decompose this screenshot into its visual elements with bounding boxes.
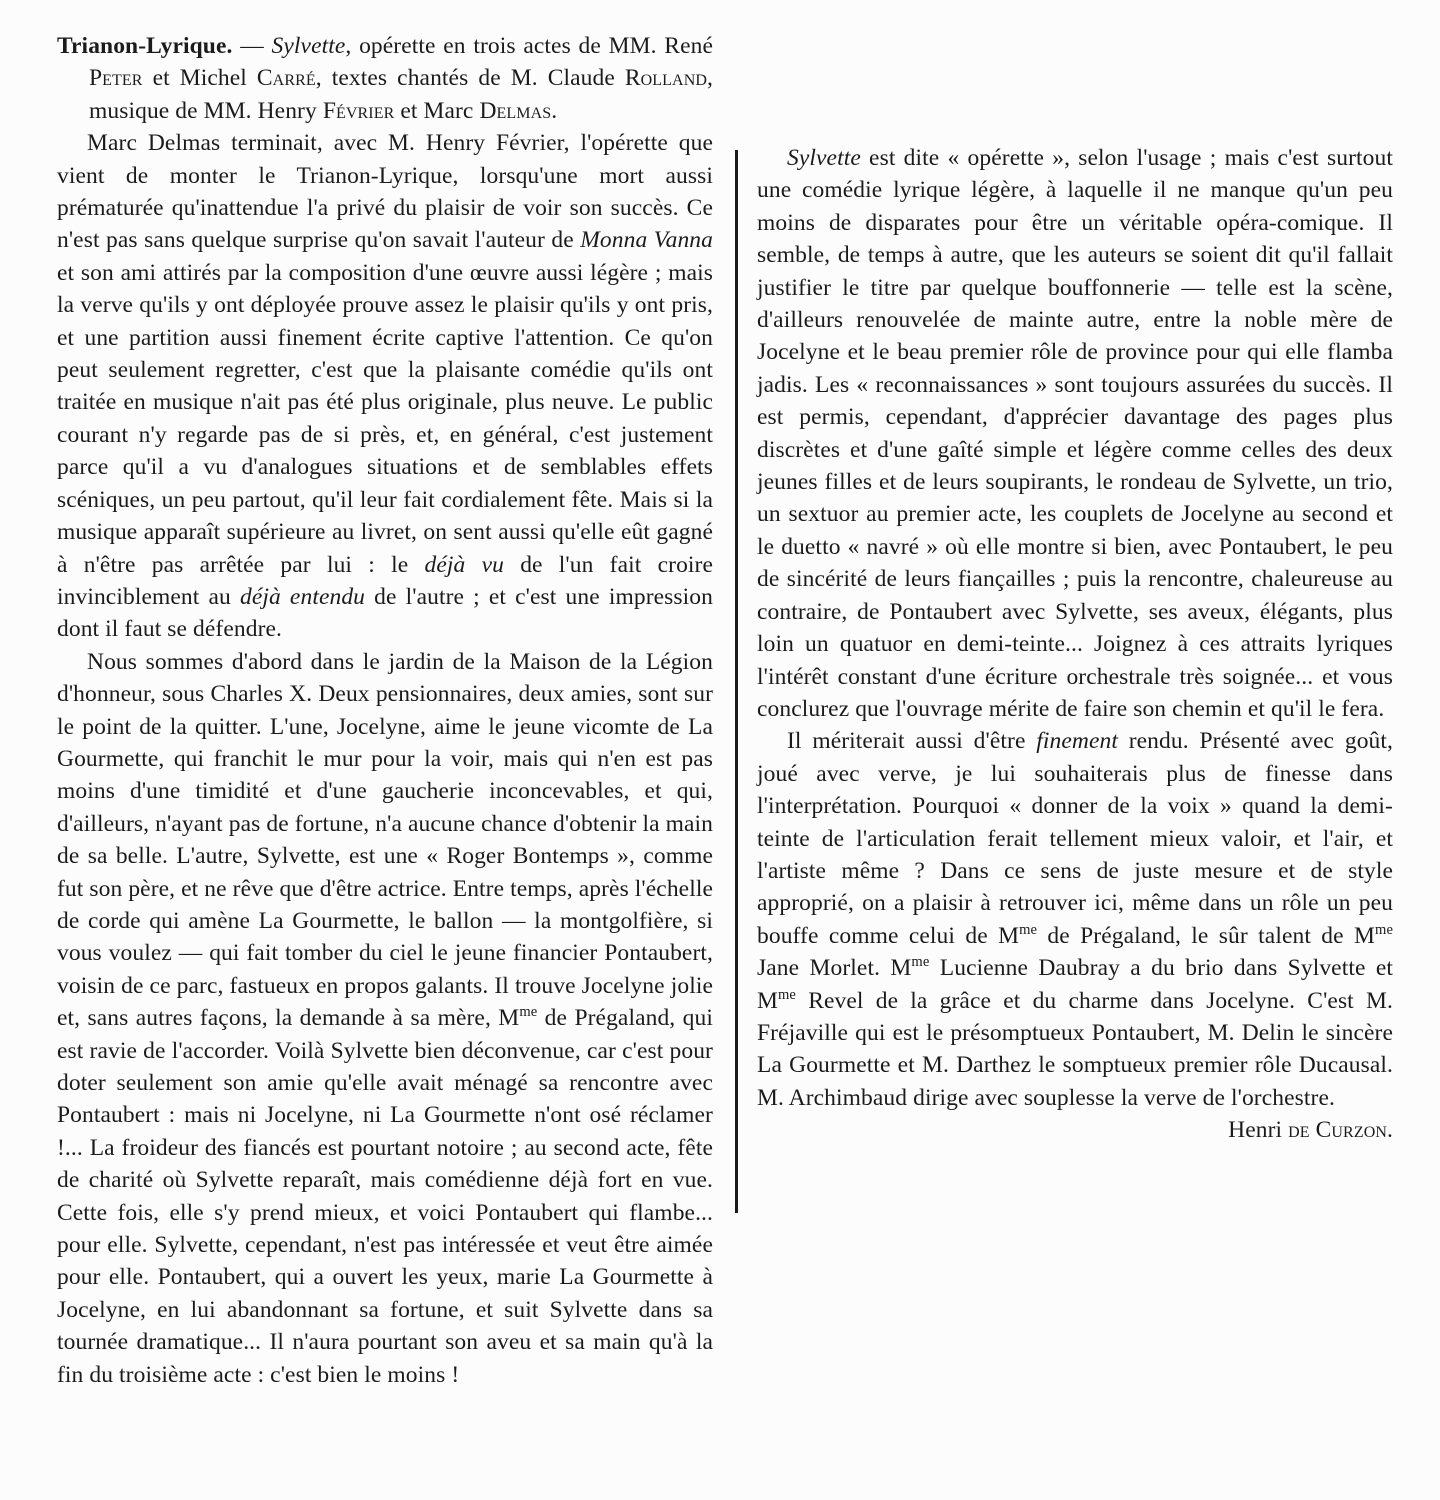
text-segment-plain: de l'autre ; et c'est une impression dont il faut se défendre. bbox=[57, 583, 713, 643]
text-segment-smallcaps: de Curzon bbox=[1288, 1117, 1388, 1144]
text-segment-italic: Sylvette bbox=[787, 145, 861, 171]
author-signature bbox=[1180, 1114, 1393, 1146]
text-segment-plain: — bbox=[232, 33, 272, 59]
text-segment-plain: Lucienne Daubray a du brio dans Sylvette et M bbox=[757, 955, 1394, 1014]
text-segment-plain: Marc Delmas terminait, avec M. Henry Février, l'opérette que vient de monter le Trianon-Lyrique, lorsqu'une mort aussi prématurée qu'inattendue l'a privé du plaisir de voir son succès. Ce n'est pas sans quelque surprise qu'on savait l'auteur de bbox=[57, 130, 713, 254]
text-segment-plain: de Prégaland, le sûr talent de M bbox=[1037, 922, 1376, 949]
text-segment-italic: finement bbox=[1036, 728, 1118, 755]
left-column bbox=[57, 30, 713, 1391]
paragraph bbox=[757, 142, 1393, 725]
text-segment-plain: est dite « opérette », selon l'usage ; mais c'est surtout une comédie lyrique légère, à laquelle il ne manque qu'un peu moins de disparates pour être un véritable opéra-comique. Il semble, de temps à autre, que les auteurs se soient dit qu'il fallait justifier le titre par quelque bouffonnerie — telle est la scène, d'ailleurs renouvelée de mainte autre, entre la noble mère de Jocelyne et le beau premier rôle de province pour qui elle flamba jadis. Les « reconnaissances » sont toujours assurées du succès. Il est permis, cependant, d'apprécier davantage des pages plus discrètes et d'une gaîté simple et légère comme celles des deux jeunes filles et de leurs soupirants, le rondeau de Sylvette, un trio, un sextuor au premier acte, les couplets de Jocelyne au second et le duetto « navré » où elle montre si bien, avec Pontaubert, le peu de sincérité de leurs fiançailles ; puis la rencontre, chaleureuse au contraire, de Pontaubert avec Sylvette, ses aveux, élégants, plus loin un quatuor en demi-teinte... Joignez à ces attraits lyriques l'intérêt constant d'une écriture orchestrale très soignée... et vous conclurez que l'ouvrage mérite de faire son chemin et qu'il le fera. bbox=[757, 145, 1393, 722]
text-segment-italic: Monna Vanna bbox=[580, 227, 713, 254]
text-segment-plain: rendu. Présenté avec goût, joué avec verve, je lui souhaiterais plus de finesse dans l'interprétation. Pourquoi « donner de la voix » quand la demi-teinte de l'articulation ferait tellement mieux valoir, et l'air, et l'artiste même ? Dans ce sens de juste mesure et de style approprié, on a plaisir à retrouver ici, même dans un rôle un peu bouffe comme celui de M bbox=[757, 728, 1393, 949]
text-segment-plain: de l'un fait croire invinciblement au bbox=[57, 551, 714, 610]
text-segment-plain: , textes chantés de M. Claude bbox=[315, 65, 625, 92]
text-segment-sup: me bbox=[519, 1004, 538, 1021]
credits-heading bbox=[57, 30, 713, 127]
paragraph-text bbox=[757, 728, 1393, 1110]
text-segment-plain: . bbox=[551, 97, 558, 124]
text-segment-plain: , opérette en trois actes de MM. René bbox=[345, 33, 713, 59]
text-segment-plain: Jane Morlet. M bbox=[757, 955, 912, 982]
text-segment-plain: Revel de la grâce et du charme dans Jocelyne. C'est M. Fréjaville qui est le présomptueux Pontaubert, M. Delin le sincère La Gourmette et M. Darthez le somptueux premier rôle Ducausal. M. Archimbaud dirige avec souplesse la verve de l'orchestre. bbox=[757, 987, 1393, 1111]
text-segment-plain: de Prégaland, qui est ravie de l'accorder. Voilà Sylvette bien déconvenue, car c'est pour doter seulement son amie qu'elle avait ménagé sa rencontre avec Pontaubert : mais ni Jocelyne, ni La Gourmette n'ont osé réclamer !... La froideur des fiancés est pourtant notoire ; au second acte, fête de charité où Sylvette reparaît, mais comédienne déjà fort en vue. Cette fois, elle s'y prend mieux, et voici Pontaubert qui flambe... pour elle. Sylvette, cependant, n'est pas intéressée et veut être aimée pour elle. Pontaubert, qui a ouvert les yeux, marie La Gourmette à Jocelyne, en lui abandonnant sa fortune, et suit Sylvette dans sa tournée dramatique... Il n'aura pourtant son aveu et sa main qu'à la fin du troisième acte : c'est bien le moins ! bbox=[57, 1005, 713, 1388]
text-segment-plain: Nous sommes d'abord dans le jardin de la Maison de la Légion d'honneur, sous Charles X. Deux pensionnaires, deux amies, sont sur le point de la quitter. L'une, Jocelyne, aime le jeune vicomte de La Gourmette, qui franchit le mur pour la voir, mais qui n'en est pas moins d'une timidité et d'une gaucherie inconcevables, et qui, d'ailleurs, n'ayant pas de fortune, n'a aucune chance d'obtenir la main de sa belle. L'autre, Sylvette, est une « Roger Bontemps », comme fut son père, et ne rêve que d'être actrice. Entre temps, après l'échelle de corde qui amène La Gourmette, le ballon — la montgolfière, si vous voulez — qui fait tomber du ciel le jeune financier Pontaubert, voisin de ce parc, fastueux en propos galants. Il trouve Jocelyne jolie et, sans autres façons, la demande à sa mère, M bbox=[57, 648, 713, 1032]
text-segment-plain: Henri bbox=[1228, 1117, 1289, 1144]
text-segment-plain: et Michel bbox=[142, 65, 257, 92]
text-segment-plain: . bbox=[1387, 1117, 1393, 1144]
text-segment-sup: me bbox=[1375, 921, 1394, 938]
text-segment-smallcaps: Rolland bbox=[624, 65, 708, 92]
text-segment-plain: et Marc bbox=[394, 97, 480, 124]
text-segment-smallcaps: Peter bbox=[89, 65, 143, 92]
text-segment-italic: déjà vu bbox=[424, 551, 504, 578]
text-segment-sup: me bbox=[778, 986, 796, 1003]
text-segment-sup: me bbox=[911, 954, 930, 971]
text-segment-bold: Trianon-Lyrique. bbox=[57, 33, 233, 59]
text-segment-sup: me bbox=[1019, 921, 1038, 938]
text-segment-plain: Il mériterait aussi d'être bbox=[787, 728, 1037, 755]
paragraph bbox=[57, 646, 713, 1391]
column-divider-rule bbox=[735, 150, 738, 1213]
paragraph bbox=[757, 725, 1394, 1144]
text-segment-smallcaps: Carré bbox=[256, 65, 316, 92]
right-column bbox=[757, 142, 1393, 1147]
text-segment-italic: déjà entendu bbox=[239, 583, 366, 610]
paragraph bbox=[57, 127, 713, 646]
text-segment-smallcaps: Février bbox=[322, 97, 395, 124]
text-segment-italic: Sylvette bbox=[271, 33, 346, 59]
text-segment-smallcaps: Delmas bbox=[479, 97, 552, 124]
text-segment-plain: et son ami attirés par la composition d'une œuvre aussi légère ; mais la verve qu'ils y ont déployée prouve assez le plaisir qu'ils y ont pris, et une partition aussi finement écrite captive l'attention. Ce qu'on peut seulement regretter, c'est que la plaisante comédie qu'ils ont traitée en musique n'ait pas été plus originale, plus neuve. Le public courant n'y regarde pas de si près, et, en général, c'est justement parce qu'il a vu d'analogues situations et de semblables effets scéniques, un peu partout, qu'il leur fait cordialement fête. Mais si la musique apparaît supérieure au livret, on sent aussi qu'elle eût gagné à n'être pas arrêtée par lui : le bbox=[57, 259, 713, 578]
text-segment-plain: , musique de MM. Henry bbox=[89, 65, 713, 124]
